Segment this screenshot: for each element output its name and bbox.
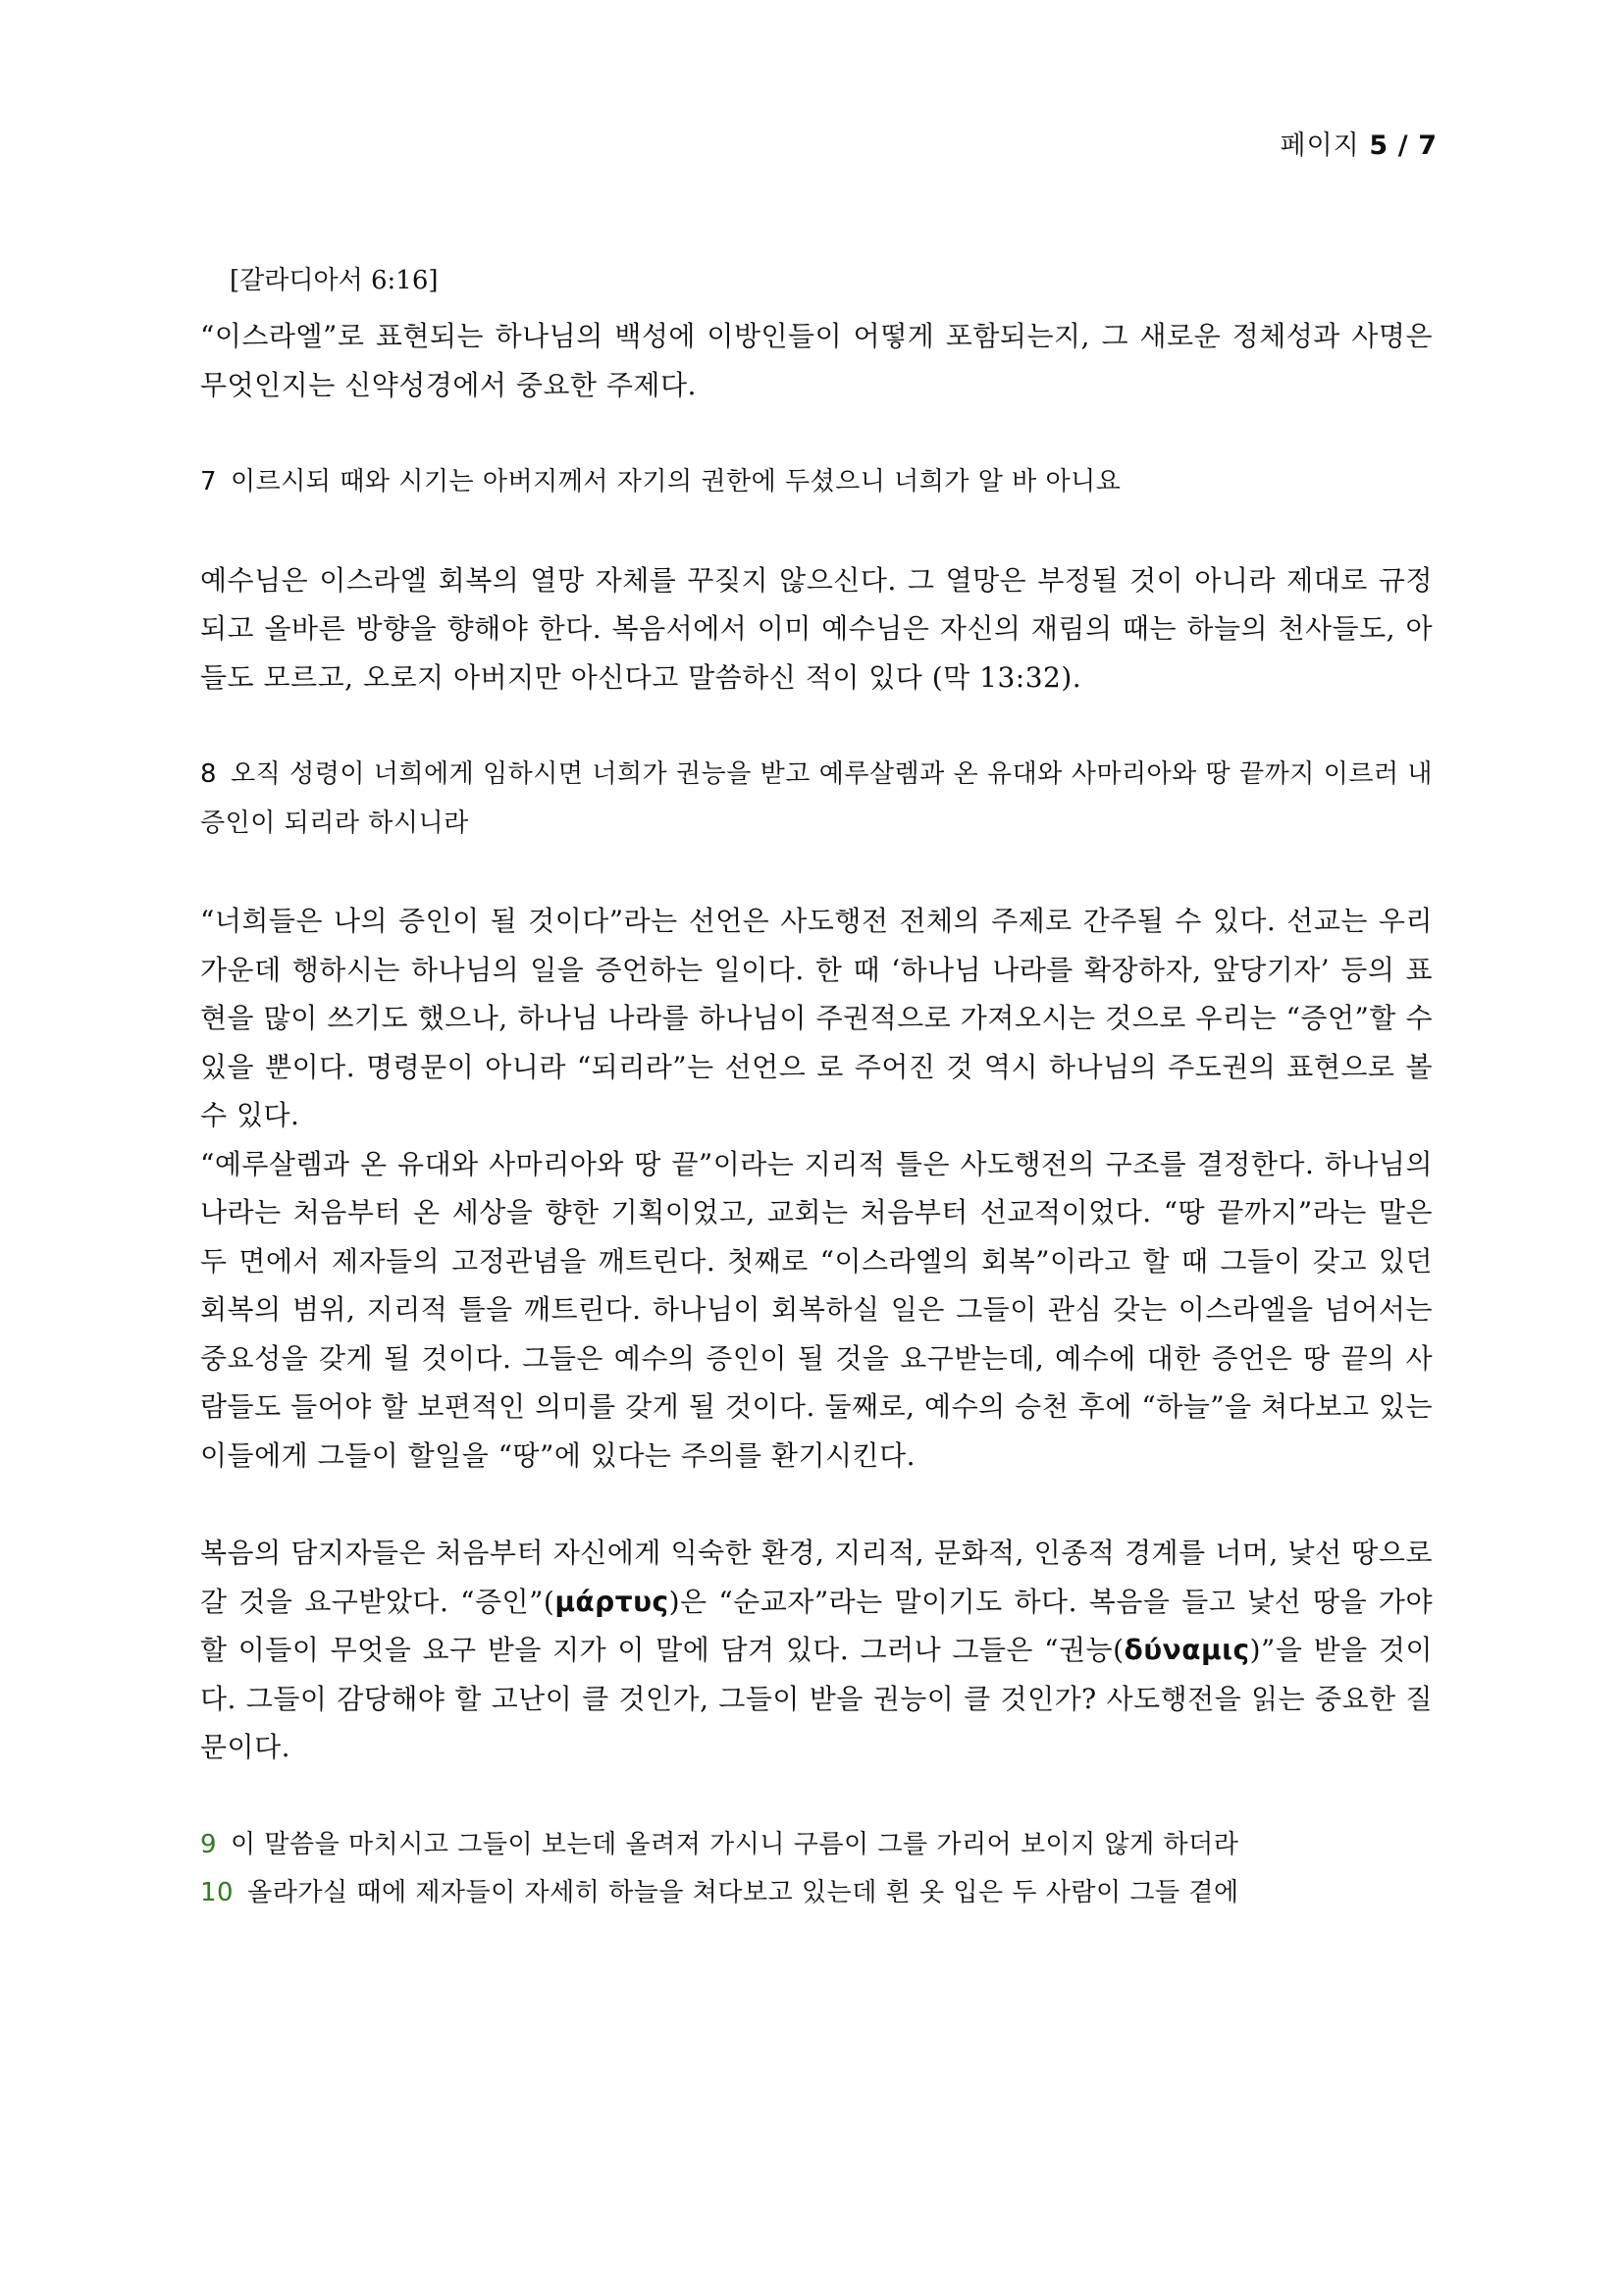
page-total: 7	[1418, 130, 1438, 161]
greek-word-martys: μάρτυς	[554, 1585, 669, 1618]
page-label: 페이지	[1280, 130, 1360, 161]
paragraph-witness: “너희들은 나의 증인이 될 것이다”라는 선언은 사도행전 전체의 주제로 간주될 수 있다. 선교는 우리 가운데 행하시는 하나님의 일을 증언하는 일이다. 한 때 ‘하나님 나라를 확장하자, 앞당기자’ 등의 표현을 많이 쓰기도 했으나, 하나님 나라를 하나님이 주권적으로 가져오시는 것으로 우리는 “증언”할 수 있을 뿐이다. 명령문이 아니라 “되리라”는 선언으 로 주어진 것 역시 하나님의 주도권의 표현으로 볼 수 있다.	[200, 905, 1433, 1131]
gospel-text-1: 복음의 담지자들은 처음부터 자신에게 익숙한 환경, 지리적, 문화적, 인종적 경계를 너머, 낯선 땅으로 갈 것을 요구받았다. “증인”(	[200, 1537, 1433, 1618]
verse-7	[200, 458, 1433, 507]
greek-word-dynamis: δύναμις	[1124, 1634, 1250, 1666]
verse-number: 8	[200, 759, 218, 789]
gospel-text-2: )은 “순교자”라는 말이기도 하다. 복음을 들고 낯선 땅을 가야 할 이들이 무엇을 요구 받을 지가 이 말에 담겨 있다. 그러나 그들은 “권능(	[200, 1585, 1434, 1666]
verse-number: 10	[200, 1878, 235, 1907]
verse-number: 9	[200, 1829, 218, 1859]
paragraph-gospel	[200, 1529, 1433, 1772]
verse-text: 오직 성령이 너희에게 임하시면 너희가 권능을 받고 예루살렘과 온 유대와 사마리아와 땅 끝까지 이르러 내 증인이 되리라 하시니라	[200, 759, 1433, 838]
scripture-reference: [갈라디아서 6:16]	[230, 266, 439, 295]
verse-number: 7	[200, 467, 218, 496]
page-current: 5	[1369, 130, 1389, 161]
page-number-header	[1281, 124, 1439, 162]
paragraph-jerusalem: “예루살렘과 온 유대와 사마리아와 땅 끝”이라는 지리적 틀은 사도행전의 구조를 결정한다. 하나님의 나라는 처음부터 온 세상을 향한 기획이었고, 교회는 처음부터 선교적이었다. “땅 끝까지”라는 말은 두 면에서 제자들의 고정관념을 깨트린다. 첫째로 “이스라엘의 회복”이라고 할 때 그들이 갖고 있던 회복의 범위, 지리적 틀을 깨트린다. 하나님이 회복하실 일은 그들이 관심 갖는 이스라엘을 넘어서는 중요성을 갖게 될 것이다. 그들은 예수의 증인이 될 것을 요구받는데, 예수에 대한 증언은 땅 끝의 사람들도 들어야 할 보편적인 의미를 갖게 될 것이다. 둘째로, 예수의 승천 후에 “하늘”을 쳐다보고 있는 이들에게 그들이 할일을 “땅”에 있다는 주의를 환기시킨다.	[200, 1147, 1433, 1472]
verse-text: 올라가실 때에 제자들이 자세히 하늘을 쳐다보고 있는데 흰 옷 입은 두 사람이 그들 곁에	[247, 1878, 1239, 1907]
verse-10	[200, 1869, 1433, 1918]
verse-8	[200, 751, 1433, 848]
paragraph-intro: “이스라엘”로 표현되는 하나님의 백성에 이방인들이 어떻게 포함되는지, 그 새로운 정체성과 사명은 무엇인지는 신약성경에서 중요한 주제다.	[200, 320, 1433, 401]
paragraph-jesus: 예수님은 이스라엘 회복의 열망 자체를 꾸짖지 않으신다. 그 열망은 부정될 것이 아니라 제대로 규정되고 올바른 방향을 향해야 한다. 복음서에서 이미 예수님은 자신의 재림의 때는 하늘의 천사들도, 아들도 모르고, 오로지 아버지만 아신다고 말씀하신 적이 있다 (막 13:32).	[200, 563, 1433, 694]
verse-text: 이르시되 때와 시기는 아버지께서 자기의 권한에 두셨으니 너희가 알 바 아니요	[231, 467, 1122, 496]
page-separator: /	[1397, 130, 1409, 161]
document-body	[200, 257, 1433, 1918]
gospel-text-3: )”을 받을 것이다. 그들이 감당해야 할 고난이 클 것인가, 그들이 받을 권능이 클 것인가? 사도행전을 읽는 중요한 질문이다.	[200, 1634, 1433, 1763]
verse-9	[200, 1821, 1433, 1870]
verse-text: 이 말씀을 마치시고 그들이 보는데 올려져 가시니 구름이 그를 가리어 보이지 않게 하더라	[231, 1829, 1239, 1859]
